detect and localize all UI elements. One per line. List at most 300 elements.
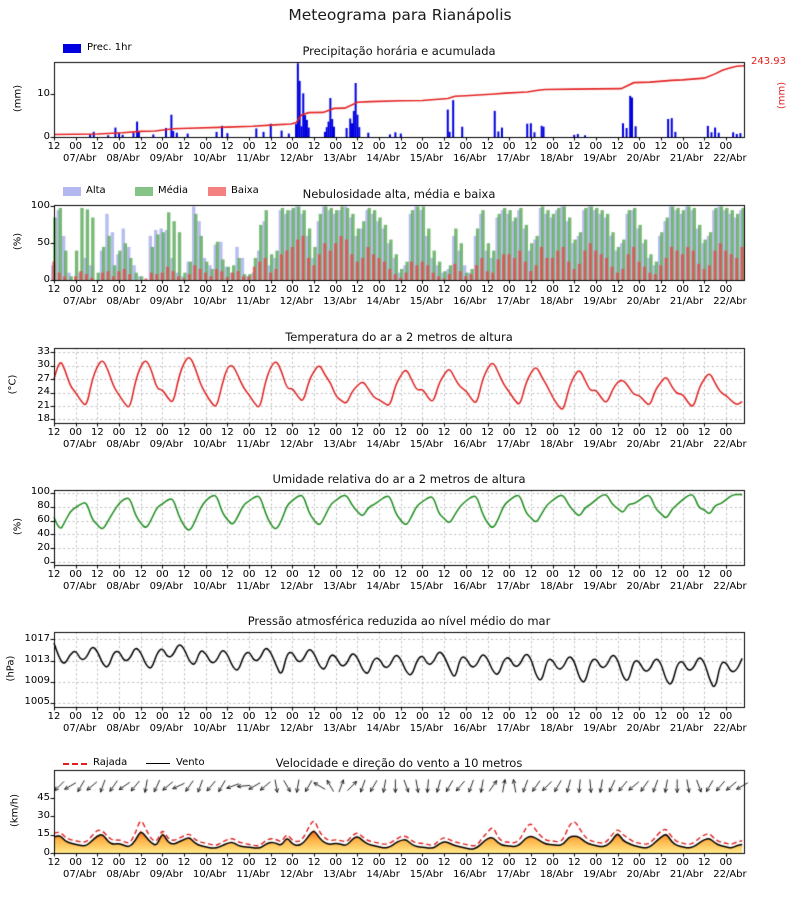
x-tick-label: 12 [437, 427, 451, 438]
x-date-label: 09/Abr [149, 439, 184, 450]
x-tick-label: 12 [654, 427, 668, 438]
x-tick-label: 12 [134, 427, 148, 438]
x-tick-label: 12 [567, 569, 581, 580]
x-tick-label: 00 [546, 857, 559, 868]
x-tick-label: 00 [416, 857, 429, 868]
x-tick-label: 00 [546, 141, 559, 152]
ylabel-wind: (km/h) [9, 793, 21, 828]
x-tick-label: 00 [156, 569, 169, 580]
x-tick-label: 12 [177, 141, 191, 152]
x-tick-label: 12 [264, 711, 278, 722]
x-date-label: 08/Abr [106, 296, 140, 307]
x-date-label: 16/Abr [453, 439, 487, 450]
x-tick-label: 00 [112, 141, 126, 152]
x-date-label: 21/Abr [669, 723, 704, 734]
x-tick-label: 00 [719, 427, 733, 438]
x-tick-label: 00 [719, 141, 733, 152]
x-date-label: 19/Abr [583, 581, 617, 592]
x-tick-label: 00 [69, 284, 83, 295]
x-tick-label: 12 [351, 427, 364, 438]
x-tick-label: 00 [546, 569, 559, 580]
x-tick-label: 00 [416, 569, 429, 580]
x-date-label: 12/Abr [279, 153, 314, 164]
x-date-label: 12/Abr [279, 581, 314, 592]
x-tick-label: 12 [611, 711, 624, 722]
x-tick-label: 12 [481, 569, 494, 580]
x-date-label: 07/Abr [62, 296, 97, 307]
x-tick-label: 00 [676, 141, 689, 152]
x-tick-label: 00 [329, 141, 343, 152]
x-tick-label: 00 [676, 427, 689, 438]
x-tick-label: 00 [69, 141, 83, 152]
x-date-label: 13/Abr [323, 869, 357, 880]
x-tick-label: 00 [242, 427, 256, 438]
x-date-label: 20/Abr [626, 296, 660, 307]
x-date-label: 14/Abr [366, 581, 400, 592]
panel-title-clouds: Nebulosidade alta, média e baixa [302, 187, 496, 201]
x-tick-label: 12 [697, 427, 711, 438]
x-tick-label: 12 [351, 569, 364, 580]
x-tick-label: 12 [611, 141, 624, 152]
x-tick-label: 00 [372, 427, 386, 438]
x-tick-label: 00 [156, 427, 169, 438]
x-tick-label: 00 [199, 711, 213, 722]
x-tick-label: 12 [221, 427, 234, 438]
y-tick-label: 15 [37, 828, 50, 840]
x-tick-label: 00 [719, 284, 733, 295]
x-tick-label: 00 [286, 427, 299, 438]
x-tick-label: 12 [134, 141, 148, 152]
x-tick-label: 12 [47, 569, 61, 580]
x-date-label: 17/Abr [496, 723, 530, 734]
x-date-label: 14/Abr [366, 296, 400, 307]
x-tick-label: 00 [286, 711, 299, 722]
x-date-label: 14/Abr [366, 153, 400, 164]
x-tick-label: 12 [437, 857, 451, 868]
x-tick-label: 00 [416, 711, 429, 722]
y-tick-label: 21 [37, 399, 50, 411]
x-tick-label: 12 [221, 711, 234, 722]
x-date-label: 08/Abr [106, 439, 140, 450]
x-tick-label: 12 [134, 284, 148, 295]
x-date-label: 15/Abr [409, 153, 444, 164]
x-tick-label: 00 [372, 569, 386, 580]
x-tick-label: 00 [242, 569, 256, 580]
x-tick-label: 12 [307, 141, 321, 152]
x-tick-label: 00 [632, 141, 646, 152]
x-tick-label: 12 [524, 141, 538, 152]
x-date-label: 10/Abr [193, 153, 227, 164]
y-tick-label: 0 [43, 273, 50, 285]
x-tick-label: 00 [69, 711, 83, 722]
x-date-label: 09/Abr [149, 581, 184, 592]
x-tick-label: 00 [589, 569, 603, 580]
x-tick-label: 00 [416, 427, 429, 438]
x-date-label: 10/Abr [193, 869, 227, 880]
x-tick-label: 12 [177, 427, 191, 438]
x-date-label: 21/Abr [669, 869, 704, 880]
x-tick-label: 12 [90, 569, 104, 580]
x-tick-label: 00 [632, 427, 646, 438]
x-tick-label: 00 [589, 427, 603, 438]
y-tick-label: 0 [43, 130, 50, 142]
page-title: Meteograma para Rianápolis [288, 6, 512, 24]
x-tick-label: 00 [69, 857, 83, 868]
x-tick-label: 12 [90, 284, 104, 295]
x-tick-label: 12 [47, 141, 61, 152]
x-date-label: 08/Abr [106, 581, 140, 592]
x-tick-label: 12 [437, 711, 451, 722]
y-tick-label: 0 [43, 555, 50, 567]
x-tick-label: 00 [372, 711, 386, 722]
x-tick-label: 00 [199, 569, 213, 580]
x-tick-label: 00 [329, 857, 343, 868]
x-tick-label: 00 [719, 711, 733, 722]
x-tick-label: 12 [481, 284, 494, 295]
x-tick-label: 12 [177, 711, 191, 722]
x-tick-label: 00 [372, 284, 386, 295]
x-tick-label: 12 [481, 141, 494, 152]
x-date-label: 11/Abr [236, 439, 270, 450]
x-tick-label: 12 [394, 857, 408, 868]
x-tick-label: 00 [459, 284, 473, 295]
x-tick-label: 00 [242, 711, 256, 722]
x-tick-label: 12 [654, 711, 668, 722]
y-tick-label: 10 [37, 87, 50, 99]
x-tick-label: 00 [242, 141, 256, 152]
x-tick-label: 00 [112, 284, 126, 295]
x-tick-label: 00 [589, 857, 603, 868]
x-tick-label: 12 [351, 284, 364, 295]
x-tick-label: 00 [502, 569, 516, 580]
x-tick-label: 12 [47, 857, 61, 868]
x-date-label: 10/Abr [193, 723, 227, 734]
x-date-label: 12/Abr [279, 296, 314, 307]
x-tick-label: 00 [372, 141, 386, 152]
x-tick-label: 00 [372, 857, 386, 868]
x-tick-label: 00 [156, 284, 169, 295]
x-date-label: 16/Abr [453, 296, 487, 307]
y-tick-label: 1005 [24, 696, 50, 708]
x-tick-label: 00 [502, 284, 516, 295]
x-tick-label: 12 [47, 427, 61, 438]
x-date-label: 17/Abr [496, 869, 530, 880]
y-tick-label: 80 [37, 500, 50, 512]
media-legend-label: Média [158, 185, 189, 196]
x-date-label: 13/Abr [323, 581, 357, 592]
x-tick-label: 12 [221, 569, 234, 580]
x-tick-label: 12 [134, 857, 148, 868]
x-tick-label: 12 [90, 427, 104, 438]
x-date-label: 09/Abr [149, 723, 184, 734]
x-date-label: 07/Abr [62, 869, 97, 880]
x-tick-label: 12 [221, 284, 234, 295]
x-date-label: 21/Abr [669, 296, 704, 307]
x-tick-label: 00 [416, 141, 429, 152]
x-date-label: 13/Abr [323, 296, 357, 307]
x-tick-label: 12 [524, 427, 538, 438]
x-date-label: 14/Abr [366, 723, 400, 734]
x-tick-label: 00 [546, 711, 559, 722]
x-tick-label: 12 [524, 284, 538, 295]
x-tick-label: 00 [242, 284, 256, 295]
x-date-label: 14/Abr [366, 869, 400, 880]
ylabel-precip: (mm) [12, 84, 24, 113]
x-tick-label: 12 [264, 569, 278, 580]
x-date-label: 20/Abr [626, 723, 660, 734]
x-date-label: 18/Abr [539, 153, 574, 164]
x-tick-label: 00 [589, 284, 603, 295]
x-tick-label: 00 [242, 857, 256, 868]
y-tick-label: 20 [37, 541, 50, 553]
x-tick-label: 12 [611, 569, 624, 580]
y-tick-label: 18 [37, 412, 50, 424]
x-date-label: 10/Abr [193, 581, 227, 592]
x-tick-label: 12 [134, 569, 148, 580]
x-date-label: 16/Abr [453, 869, 487, 880]
baixa-legend-swatch [208, 187, 226, 196]
x-date-label: 16/Abr [453, 581, 487, 592]
x-date-label: 09/Abr [149, 296, 184, 307]
x-date-label: 17/Abr [496, 153, 530, 164]
y-tick-label: 1009 [24, 675, 50, 687]
x-tick-label: 12 [90, 711, 104, 722]
x-tick-label: 12 [437, 141, 451, 152]
x-tick-label: 12 [654, 857, 668, 868]
x-date-label: 07/Abr [62, 581, 97, 592]
x-tick-label: 12 [394, 569, 408, 580]
x-tick-label: 12 [611, 427, 624, 438]
x-tick-label: 00 [416, 284, 429, 295]
x-date-label: 15/Abr [409, 869, 444, 880]
x-tick-label: 12 [47, 711, 61, 722]
right-ylabel-precip: (mm) [776, 81, 788, 110]
x-tick-label: 00 [632, 857, 646, 868]
x-tick-label: 00 [329, 711, 343, 722]
x-tick-label: 12 [611, 284, 624, 295]
y-tick-label: 40 [37, 527, 50, 539]
x-tick-label: 12 [524, 569, 538, 580]
x-tick-label: 12 [567, 284, 581, 295]
x-tick-label: 12 [307, 857, 321, 868]
x-tick-label: 12 [307, 284, 321, 295]
panel-title-wind: Velocidade e direção do vento a 10 metros [275, 756, 523, 770]
x-date-label: 20/Abr [626, 869, 660, 880]
x-date-label: 21/Abr [669, 581, 704, 592]
y-tick-label: 33 [37, 345, 50, 357]
x-tick-label: 00 [199, 427, 213, 438]
x-tick-label: 00 [329, 569, 343, 580]
x-tick-label: 00 [632, 711, 646, 722]
x-tick-label: 12 [264, 284, 278, 295]
x-date-label: 07/Abr [62, 153, 97, 164]
rajada-legend-label: Rajada [93, 757, 128, 768]
x-tick-label: 12 [697, 857, 711, 868]
x-tick-label: 12 [177, 857, 191, 868]
x-tick-label: 12 [654, 569, 668, 580]
x-date-label: 19/Abr [583, 723, 617, 734]
x-date-label: 14/Abr [366, 439, 400, 450]
x-tick-label: 12 [264, 857, 278, 868]
x-tick-label: 00 [632, 569, 646, 580]
x-date-label: 19/Abr [583, 869, 617, 880]
y-tick-label: 50 [37, 236, 50, 248]
x-tick-label: 12 [481, 427, 494, 438]
ylabel-pressure: (hPa) [5, 655, 17, 682]
x-tick-label: 12 [697, 284, 711, 295]
x-tick-label: 00 [502, 427, 516, 438]
x-date-label: 15/Abr [409, 723, 444, 734]
x-tick-label: 12 [177, 284, 191, 295]
x-tick-label: 00 [589, 711, 603, 722]
y-tick-label: 27 [37, 372, 50, 384]
x-date-label: 22/Abr [713, 439, 747, 450]
x-date-label: 11/Abr [236, 723, 270, 734]
x-tick-label: 12 [351, 141, 364, 152]
x-tick-label: 12 [394, 284, 408, 295]
x-tick-label: 12 [567, 427, 581, 438]
x-date-label: 07/Abr [62, 439, 97, 450]
x-date-label: 22/Abr [713, 723, 747, 734]
x-date-label: 07/Abr [62, 723, 97, 734]
x-date-label: 18/Abr [539, 723, 574, 734]
vento-legend-swatch [146, 763, 170, 764]
x-tick-label: 12 [567, 141, 581, 152]
x-tick-label: 00 [286, 141, 299, 152]
panel-title-humidity: Umidade relativa do ar a 2 metros de altura [272, 472, 526, 486]
x-tick-label: 12 [567, 857, 581, 868]
x-tick-label: 00 [459, 711, 473, 722]
panel-title-temperature: Temperatura do ar a 2 metros de altura [285, 330, 513, 344]
x-tick-label: 12 [90, 141, 104, 152]
x-tick-label: 00 [199, 141, 213, 152]
y-tick-label: 45 [37, 791, 50, 803]
y-tick-label: 100 [30, 199, 50, 211]
x-tick-label: 00 [156, 711, 169, 722]
x-tick-label: 12 [524, 711, 538, 722]
x-tick-label: 12 [654, 284, 668, 295]
x-tick-label: 12 [351, 857, 364, 868]
x-date-label: 11/Abr [236, 296, 270, 307]
x-tick-label: 00 [286, 569, 299, 580]
x-tick-label: 00 [502, 857, 516, 868]
x-date-label: 18/Abr [539, 869, 574, 880]
x-tick-label: 12 [567, 711, 581, 722]
y-tick-label: 100 [30, 486, 50, 498]
ylabel-temperature: (°C) [7, 374, 19, 395]
x-date-label: 09/Abr [149, 153, 184, 164]
x-tick-label: 12 [697, 141, 711, 152]
x-tick-label: 00 [719, 857, 733, 868]
x-tick-label: 00 [286, 284, 299, 295]
x-date-label: 15/Abr [409, 581, 444, 592]
alta-legend-label: Alta [86, 185, 106, 196]
x-tick-label: 12 [611, 857, 624, 868]
x-tick-label: 12 [524, 857, 538, 868]
x-date-label: 20/Abr [626, 439, 660, 450]
x-date-label: 22/Abr [713, 296, 747, 307]
rajada-legend-swatch [63, 763, 87, 765]
x-tick-label: 12 [481, 711, 494, 722]
x-date-label: 18/Abr [539, 439, 574, 450]
x-tick-label: 12 [307, 427, 321, 438]
vento-legend-label: Vento [176, 757, 205, 768]
x-tick-label: 00 [632, 284, 646, 295]
x-date-label: 10/Abr [193, 296, 227, 307]
x-tick-label: 00 [112, 427, 126, 438]
x-date-label: 12/Abr [279, 439, 314, 450]
x-tick-label: 12 [264, 427, 278, 438]
x-tick-label: 00 [156, 857, 169, 868]
x-date-label: 16/Abr [453, 723, 487, 734]
accumulated-total-label: 243.93 [751, 56, 786, 67]
x-tick-label: 00 [69, 427, 83, 438]
x-date-label: 08/Abr [106, 723, 140, 734]
x-date-label: 15/Abr [409, 439, 444, 450]
x-date-label: 17/Abr [496, 439, 530, 450]
x-tick-label: 00 [546, 284, 559, 295]
y-tick-label: 1013 [24, 654, 50, 666]
x-tick-label: 12 [697, 711, 711, 722]
x-date-label: 16/Abr [453, 153, 487, 164]
y-tick-label: 1017 [24, 632, 50, 644]
x-tick-label: 00 [156, 141, 169, 152]
x-date-label: 17/Abr [496, 581, 530, 592]
x-tick-label: 00 [502, 711, 516, 722]
x-date-label: 17/Abr [496, 296, 530, 307]
x-date-label: 13/Abr [323, 439, 357, 450]
x-date-label: 08/Abr [106, 869, 140, 880]
x-date-label: 21/Abr [669, 153, 704, 164]
x-tick-label: 12 [264, 141, 278, 152]
x-tick-label: 00 [676, 711, 689, 722]
x-date-label: 22/Abr [713, 581, 747, 592]
x-date-label: 18/Abr [539, 296, 574, 307]
x-date-label: 13/Abr [323, 723, 357, 734]
x-date-label: 15/Abr [409, 296, 444, 307]
x-date-label: 13/Abr [323, 153, 357, 164]
y-tick-label: 24 [37, 386, 50, 398]
x-tick-label: 12 [134, 711, 148, 722]
x-tick-label: 12 [481, 857, 494, 868]
x-date-label: 21/Abr [669, 439, 704, 450]
x-date-label: 20/Abr [626, 153, 660, 164]
x-tick-label: 12 [394, 711, 408, 722]
x-tick-label: 00 [676, 569, 689, 580]
x-date-label: 11/Abr [236, 153, 270, 164]
x-tick-label: 00 [286, 857, 299, 868]
x-tick-label: 00 [459, 857, 473, 868]
alta-legend-swatch [63, 187, 81, 196]
y-tick-label: 60 [37, 514, 50, 526]
x-date-label: 11/Abr [236, 869, 270, 880]
x-tick-label: 12 [221, 857, 234, 868]
precip-legend-swatch [63, 44, 81, 53]
x-tick-label: 12 [437, 569, 451, 580]
precip-legend-label: Prec. 1hr [87, 42, 132, 53]
x-tick-label: 12 [697, 569, 711, 580]
x-date-label: 20/Abr [626, 581, 660, 592]
x-tick-label: 12 [394, 427, 408, 438]
x-tick-label: 00 [329, 284, 343, 295]
x-tick-label: 00 [199, 284, 213, 295]
media-legend-swatch [135, 187, 153, 196]
x-date-label: 08/Abr [106, 153, 140, 164]
x-date-label: 19/Abr [583, 153, 617, 164]
x-tick-label: 00 [459, 569, 473, 580]
x-tick-label: 12 [47, 284, 61, 295]
x-date-label: 19/Abr [583, 439, 617, 450]
